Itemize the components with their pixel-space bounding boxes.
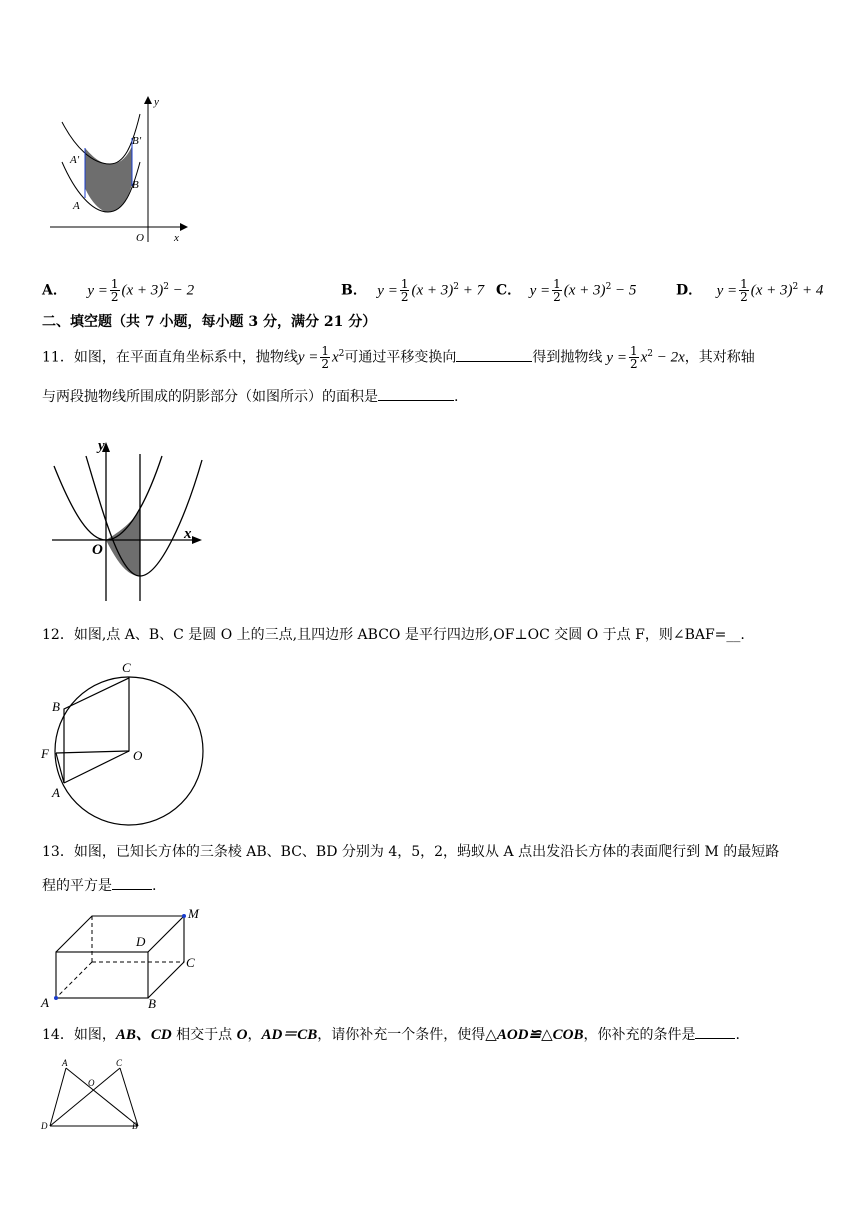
question-11-line2: 与两段抛物线所围成的阴影部分（如图所示）的面积是 .: [42, 386, 458, 407]
option-b: B． y = $\frac{1}{2}$ $(x + 3)^2 + 7$: [341, 277, 485, 305]
question-12: 12．如图,点 A、B、C 是圆 O 上的三点,且四边形 ABCO 是平行四边形,OF⊥OC 交圆 O 于点 F，则∠BAF=__.: [42, 627, 745, 643]
label-C: C: [122, 660, 131, 675]
option-c: C． y = $\frac{1}{2}$ $(x + 3)^2 - 5$: [496, 277, 637, 305]
label-O: O: [92, 542, 103, 558]
label-A: A: [41, 995, 49, 1010]
question-11-line1: 11．如图，在平面直角坐标系中，抛物线y = $\frac{1}{2}$ $x^2$可通过平移变换向 得到抛物线 y = $\frac{1}{2}$ $x^2 - 2x$，其对称轴: [42, 344, 755, 372]
label-O: O: [136, 232, 144, 244]
label-D: D: [41, 1121, 48, 1131]
parabola-2: [86, 456, 202, 576]
label-C: C: [186, 955, 195, 970]
label-x: x: [174, 232, 179, 244]
label-B: B: [52, 699, 60, 714]
label-C: C: [116, 1058, 123, 1068]
answer-blank[interactable]: [456, 347, 532, 362]
question-13-line1: 13．如图，已知长方体的三条棱 AB、BC、BD 分别为 4，5，2，蚂蚁从 A 点出发沿长方体的表面爬行到 M 的最短路: [42, 844, 780, 860]
option-a: A． y = $\frac{1}{2}$ $(x + 3)^2 - 2$: [42, 277, 195, 305]
label-x: x: [184, 526, 192, 542]
figure-q13: [36, 904, 206, 1012]
answer-blank[interactable]: [378, 386, 454, 401]
answer-blank[interactable]: [112, 875, 152, 890]
option-d: D． y = $\frac{1}{2}$ $(x + 3)^2 + 4$: [676, 277, 824, 305]
question-14: 14．如图，AB、CD 相交于点 O，AD＝CB，请你补充一个条件，使得△AOD≌△COB，你补充的条件是 .: [42, 1024, 740, 1045]
answer-blank[interactable]: [695, 1024, 735, 1039]
section-title: 二、填空题（共 7 小题，每小题 3 分，满分 21 分）: [42, 314, 377, 330]
label-B: B: [132, 179, 139, 191]
parallelogram: [64, 678, 129, 783]
label-O: O: [88, 1078, 95, 1088]
label-A: A: [52, 785, 60, 800]
figure-q14: [36, 1056, 146, 1134]
label-B: B: [148, 996, 156, 1011]
figure-q10: [40, 92, 200, 252]
figure-q12: [36, 656, 216, 826]
question-13-line2: 程的平方是 .: [42, 875, 156, 896]
label-A: A: [62, 1058, 68, 1068]
label-Aprime: A′: [70, 154, 80, 166]
label-y: y: [154, 96, 159, 108]
label-A: A: [73, 200, 80, 212]
shaded-region: [106, 510, 140, 576]
label-O: O: [133, 748, 143, 763]
label-B: B: [132, 1121, 138, 1131]
label-D: D: [136, 934, 146, 949]
figure-q11: [46, 436, 211, 606]
front-face: [56, 952, 148, 998]
label-M: M: [188, 906, 199, 921]
label-y: y: [98, 438, 105, 454]
label-Bprime: B′: [132, 135, 142, 147]
label-F: F: [41, 746, 49, 761]
